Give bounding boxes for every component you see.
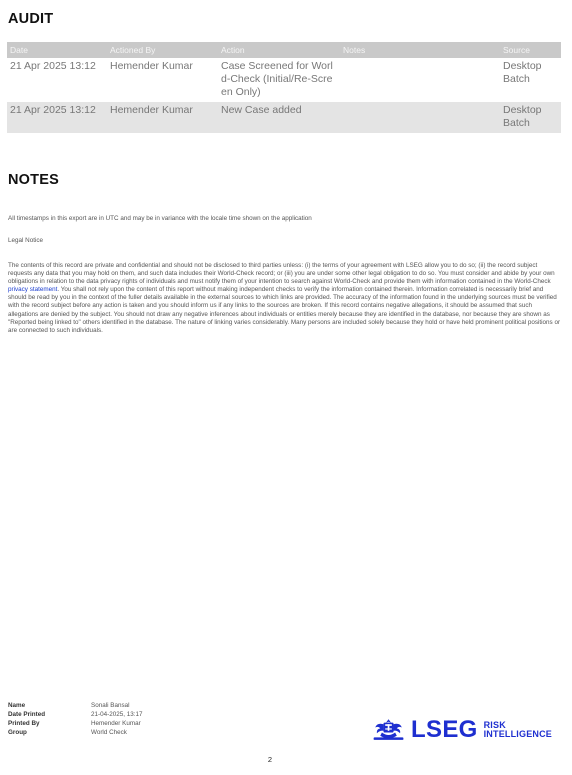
column-header-date: Date (7, 42, 107, 58)
cell-actioned-by: Hemender Kumar (107, 102, 218, 133)
audit-table (7, 42, 561, 133)
column-header-action: Action (218, 42, 340, 58)
privacy-statement-link[interactable]: privacy statement (8, 286, 58, 294)
legal-notice-heading: Legal Notice (8, 237, 44, 244)
cell-action: Case Screened for World-Check (Initial/Re-Screen Only) (221, 60, 333, 98)
cell-date: 21 Apr 2025 13:12 (10, 60, 96, 72)
cell-notes (340, 58, 500, 102)
timestamp-note: All timestamps in this export are in UTC and may be in variance with the locale time shown on the application (8, 215, 312, 222)
date-printed-value: 21-04-2025, 13:17 (91, 711, 143, 718)
legal-text-part-1: The contents of this record are private and confidential and should not be disclosed to third parties unless: (i) the terms of your agreement with LSEG allow you to do so; (ii) the record subject requests any data that you may hold on them, and such data includes their World-Check record; or (iii) you are under some other legal obligation to do so. You must consider and abide by your own obligations in relation to the data privacy rights of individuals and must notify them of your intention to search against World-Check and provide them with information contained in the World-Check (8, 262, 555, 286)
cell-notes (340, 102, 500, 133)
name-label: Name (8, 702, 26, 709)
legal-notice-body (8, 262, 562, 335)
logo-sub-line-1: RISK (483, 719, 506, 730)
group-label: Group (8, 729, 27, 736)
lseg-crest-icon (372, 715, 405, 745)
lseg-logo (372, 714, 552, 746)
cell-actioned-by: Hemender Kumar (110, 60, 193, 72)
page-number: 2 (267, 755, 273, 764)
column-header-source: Source (500, 42, 561, 58)
group-value: World Check (91, 729, 127, 736)
cell-source: Desktop Batch (500, 102, 561, 133)
cell-date: 21 Apr 2025 13:12 (7, 102, 107, 133)
logo-sub-line-2: INTELLIGENCE (483, 729, 552, 739)
printed-by-label: Printed By (8, 720, 40, 727)
table-row (7, 102, 561, 133)
name-value: Sonali Bansal (91, 702, 130, 709)
table-row (7, 58, 561, 102)
notes-section-title: NOTES (8, 172, 59, 188)
audit-section-title: AUDIT (8, 11, 54, 27)
column-header-notes: Notes (340, 42, 500, 58)
lseg-wordmark: LSEG (411, 716, 478, 743)
legal-text-part-2: . You shall not rely upon the content of this report without making independent checks to verify the information contained therein. Information correlated is necessarily brief and should be read by you in the context of the fuller details available in the external sources to which links are provided. The accuracy of the information found in the underlying sources must be verified with the record subject before any action is taken and you should inform us if any links to the sources are broken. If this record contains negative allegations, it should be assumed that such allegations are denied by the subject. You should not draw any negative inferences about individuals or entities merely because they are identified in the database, nor because they are shown as "Reported being linked to" others identified in the database. The nature of linking varies considerably. Many persons are included solely because they hold or have held prominent political positions or are connected to such individuals. (8, 286, 561, 334)
audit-header-row (7, 42, 561, 58)
print-metadata (8, 701, 142, 737)
printed-by-value: Hemender Kumar (91, 720, 141, 727)
cell-action: New Case added (218, 102, 340, 133)
column-header-actioned-by: Actioned By (107, 42, 218, 58)
risk-intelligence-label (484, 721, 552, 740)
cell-source: Desktop Batch (503, 60, 542, 85)
date-printed-label: Date Printed (8, 711, 46, 718)
